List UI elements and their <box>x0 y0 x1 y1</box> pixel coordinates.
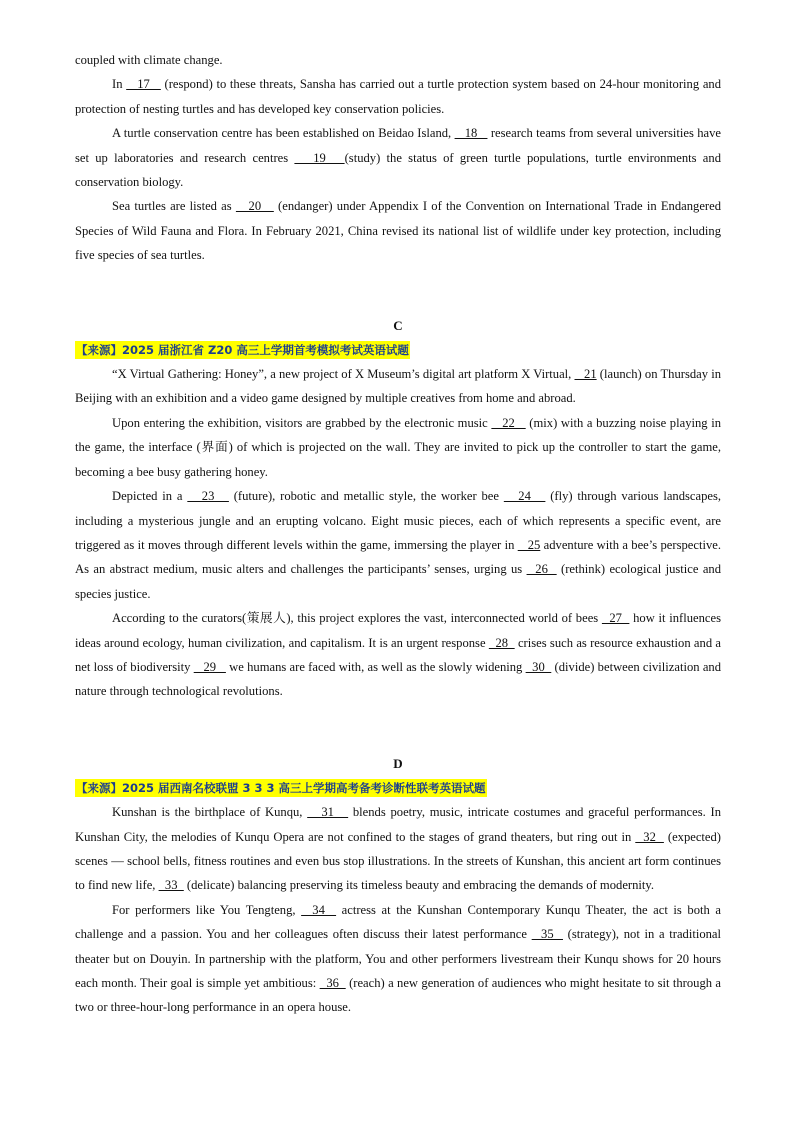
text-run: Upon entering the exhibition, visitors are grabbed by the electronic music <box>112 415 492 430</box>
paragraph-b3 <box>75 194 721 267</box>
text-run: (delicate) balancing preserving its timeless beauty and embracing the demands of modernity. <box>183 878 655 893</box>
text-run: For performers like You Tengteng, <box>112 902 302 917</box>
source-line-d <box>75 776 721 800</box>
answer-blank: 23 <box>187 489 229 504</box>
answer-blank: 24 <box>503 489 546 504</box>
paragraph-b0: coupled with climate change. <box>75 53 223 67</box>
text-run: (respond) to these threats, Sansha has carried out a turtle protection system based on 24-hour monitoring and protection of nesting turtles and has developed key conservation policies. <box>75 77 722 116</box>
text-run: (fly) through various landscapes, including a mysterious jungle and an erupting volcano. Eight music pieces, each of which represents a specific event, are triggered as it moves through different levels within the game, immersing the player in <box>75 489 722 552</box>
section-letter-c: C <box>393 317 403 333</box>
section-letter-d: D <box>393 755 403 771</box>
paragraph-c2 <box>75 411 721 484</box>
text-run: (reach) a new generation of audiences who might hesitate to sit through a two or three-hour-long performance in an opera house. <box>75 976 722 1015</box>
answer-blank: 21 <box>574 367 597 382</box>
text-run: how it influences ideas around ecology, human civilization, and capitalism. It is an urgent response <box>75 611 721 650</box>
text-run: According to the curators(策展人), this project explores the vast, interconnected world of bees <box>112 611 602 626</box>
answer-blank: 36 <box>319 976 346 990</box>
source-highlight-c: 【来源】2025 届浙江省 Z20 高三上学期首考模拟考试英语试题 <box>76 342 409 357</box>
text-run: blends poetry, music, intricate costumes and graceful performances. In Kunshan City, the melodies of Kunqu Opera are not confined to the stages of grand theaters, but ring out in <box>75 805 721 844</box>
answer-blank: 28 <box>488 635 515 650</box>
paragraph-c4 <box>75 606 721 704</box>
text-run: adventure with a bee’s perspective. As an abstract medium, music alters and challenges the participants’ senses, urging us <box>75 537 721 577</box>
answer-blank: 35 <box>531 927 563 942</box>
text-run: “X Virtual Gathering: Honey”, a new project of X Museum’s digital art platform X Virtual, <box>112 367 575 382</box>
source-highlight-d: 【来源】2025 届西南名校联盟 3 3 3 高三上学期高考备考诊断性联考英语试题 <box>76 780 486 795</box>
answer-blank: 31 <box>307 805 349 820</box>
answer-blank: 27 <box>601 611 630 626</box>
paragraph-b1 <box>75 72 721 121</box>
answer-blank: 19 <box>294 150 345 165</box>
text-run: (endanger) under Appendix I of the Convention on International Trade in Endangered Species of Wild Fauna and Flora. In February 2021, China revised its national list of wildlife under key protection, including five species of sea turtles. <box>75 199 722 263</box>
text-run: (mix) with a buzzing noise playing in the game, the interface (界面) of which is projected on the wall. They are invited to pick up the controller to start the game, becoming a bee busy gathering honey. <box>75 415 721 479</box>
source-line-c <box>75 338 721 362</box>
text-run: (expected) scenes — school bells, fitness routines and even bus stop illustrations. In the streets of Kunshan, this ancient art form continues to find new life, <box>75 829 722 893</box>
answer-blank: 30 <box>525 659 552 674</box>
answer-blank: 17 <box>126 77 161 92</box>
text-run: we humans are faced with, as well as the slowly widening <box>225 659 526 674</box>
text-run: (launch) on Thursday in Beijing with an exhibition and a video game designed by multiple creatives from home and abroad. <box>75 367 722 406</box>
text-run: Kunshan is the birthplace of Kunqu, <box>112 805 308 820</box>
paragraph-c1 <box>75 362 721 411</box>
text-run: Depicted in a <box>112 489 188 504</box>
paragraph-c3 <box>75 484 721 606</box>
answer-blank: 29 <box>193 659 226 674</box>
answer-blank: 34 <box>301 902 337 917</box>
text-run: crises such as resource exhaustion and a net loss of biodiversity <box>75 635 722 674</box>
text-run: In <box>112 77 127 92</box>
answer-blank: 32 <box>635 829 664 844</box>
answer-blank: 26 <box>526 562 557 577</box>
paragraph-d2 <box>75 898 721 1020</box>
text-run: (study) the status of green turtle populations, turtle environments and conservation biology. <box>75 150 721 190</box>
section-gap <box>75 268 721 314</box>
document-page <box>75 48 721 1020</box>
answer-blank: 25 <box>517 537 541 552</box>
paragraph-d1 <box>75 800 721 898</box>
answer-blank: 20 <box>235 199 274 214</box>
answer-blank: 22 <box>491 415 526 430</box>
text-run: (strategy), not in a traditional theater but on Douyin. In partnership with the platform, You and other performers livestream their Kunqu shows for 20 hours each month. Their goal is simple yet ambitious: <box>75 927 722 990</box>
text-run: A turtle conservation centre has been established on Beidao Island, <box>112 126 455 141</box>
text-run: actress at the Kunshan Contemporary Kunqu Theater, the act is both a challenge and a passion. You and her colleagues often discuss their latest performance <box>75 902 721 942</box>
section-gap <box>75 704 721 752</box>
answer-blank: 33 <box>158 878 184 893</box>
text-run: (divide) between civilization and nature through technological revolutions. <box>75 659 722 699</box>
text-run: research teams from several universities have set up laboratories and research centres <box>75 126 722 165</box>
answer-blank: 18 <box>454 126 488 141</box>
paragraph-b2 <box>75 121 721 194</box>
text-run: Sea turtles are listed as <box>112 199 236 214</box>
text-run: (future), robotic and metallic style, the worker bee <box>228 489 504 504</box>
text-run: (rethink) ecological justice and species justice. <box>75 562 722 601</box>
